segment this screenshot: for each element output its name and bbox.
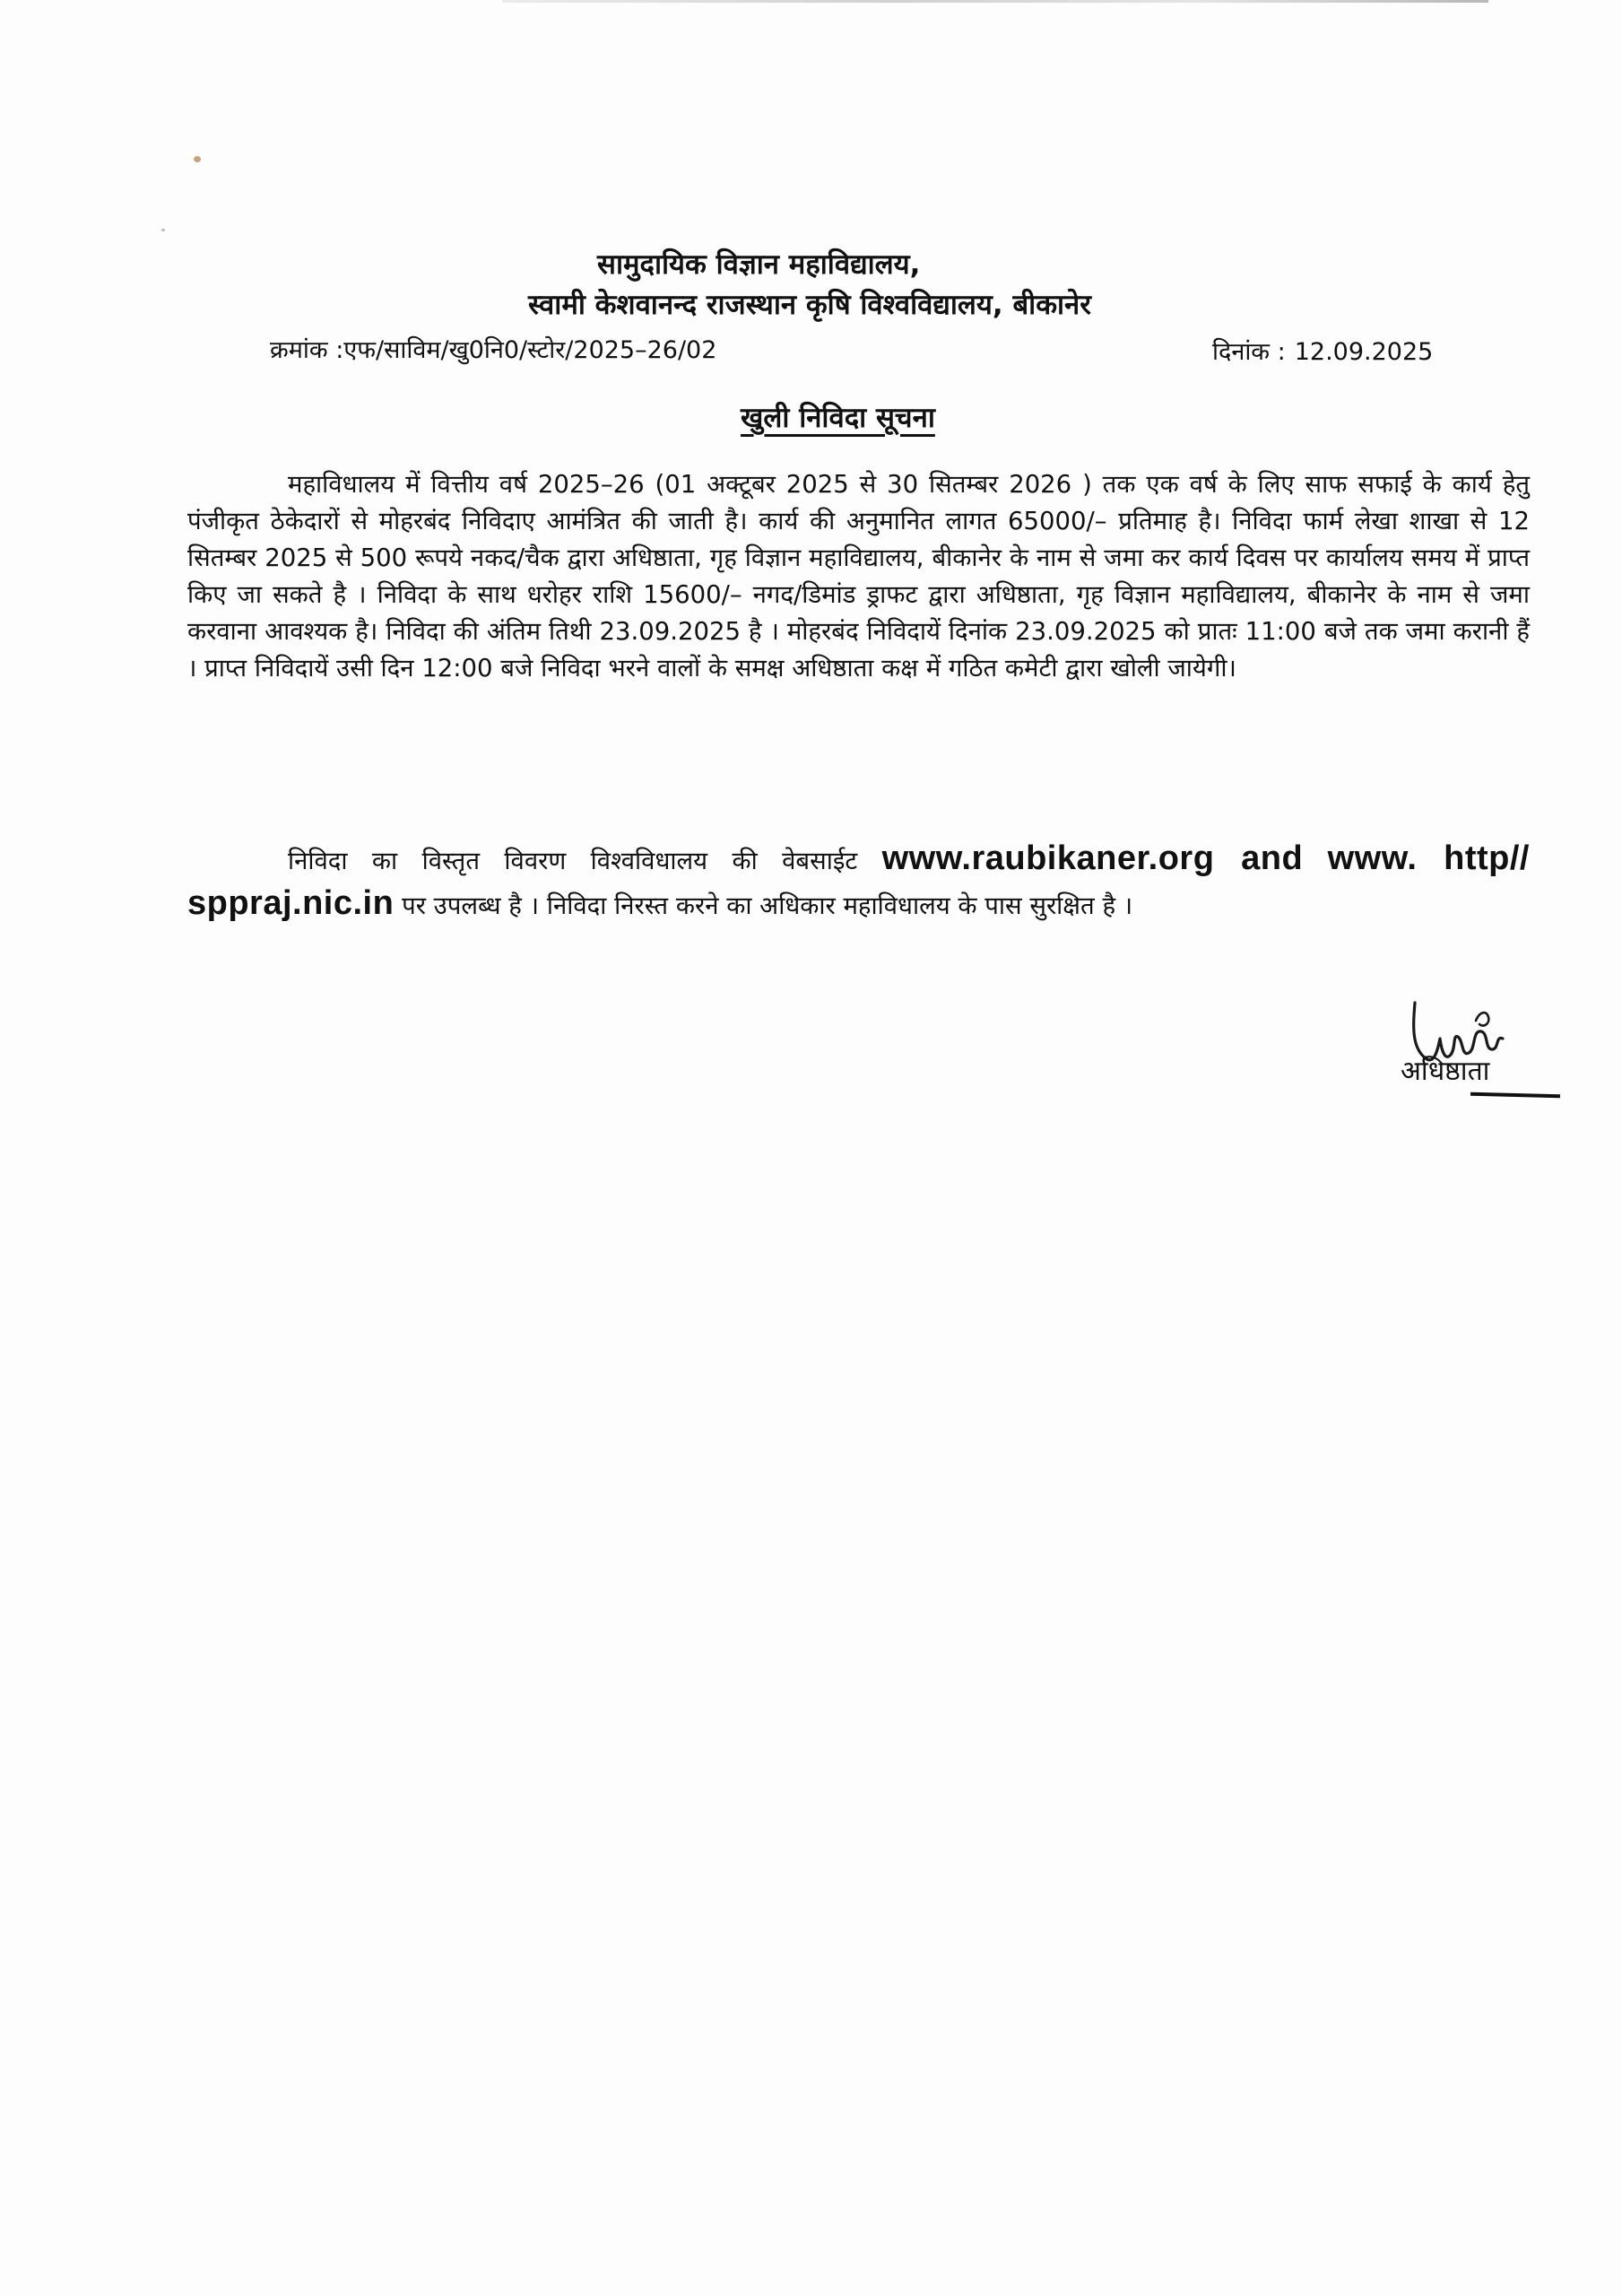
date-line: [1212, 334, 1433, 367]
notice-title: खुली निविदा सूचना: [741, 402, 935, 434]
university-name: स्वामी केशवानन्द राजस्थान कृषि विश्वविद्यालय, बीकानेर: [528, 289, 1091, 321]
website-link-raubikaner[interactable]: www.raubikaner.org and: [881, 839, 1304, 877]
scanner-edge-line: [502, 0, 1488, 3]
signatory-designation: अधिष्ठाता: [1401, 1056, 1490, 1087]
date-value: 12.09.2025: [1294, 338, 1434, 366]
paragraph-2-intro: निविदा का विस्तृत विवरण विश्वविधालय की वेबसाईट: [288, 847, 858, 875]
notice-paragraph-2: [187, 838, 1530, 927]
date-label: दिनांक :: [1212, 338, 1286, 366]
reference-number: क्रमांक :एफ/साविम/खु0नि0/स्टोर/2025–26/02: [270, 336, 717, 364]
website-link-sppraj[interactable]: www. http// sppraj.nic.in: [187, 839, 1530, 922]
paragraph-2-rest: पर उपलब्ध है । निविदा निरस्त करने का अधिकार महाविधालय के पास सुरक्षित है ।: [402, 891, 1133, 920]
scan-speck: [161, 229, 165, 231]
scan-speck: [194, 156, 201, 162]
notice-paragraph-1: महाविधालय में वित्तीय वर्ष 2025–26 (01 अक्टूबर 2025 से 30 सितम्बर 2026 ) तक एक वर्ष के लिए साफ सफाई के कार्य हेतु पंजीकृत ठेकेदारों से मोहरबंद निविदाए आमंत्रित की जाती है। कार्य की अनुमानित लागत 65000/– प्रतिमाह है। निविदा फार्म लेखा शाखा से 12 सितम्बर 2025 से 500 रूपये नकद/चैक द्वारा अधिष्ठाता, गृह विज्ञान महाविद्यालय, बीकानेर के नाम से जमा कर कार्य दिवस पर कार्यालय समय में प्राप्त किए जा सकते है । निविदा के साथ धरोहर राशि 15600/– नगद/डिमांड ड्राफट द्वारा अधिष्ठाता, गृह विज्ञान महाविद्यालय, बीकानेर के नाम से जमा करवाना आवश्यक है। निविदा की अंतिम तिथी 23.09.2025 है । मोहरबंद निविदायें दिनांक 23.09.2025 को प्रातः 11:00 बजे तक जमा करानी हैं । प्राप्त निविदायें उसी दिन 12:00 बजे निविदा भरने वालों के समक्ष अधिष्ठाता कक्ष में गठित कमेटी द्वारा खोली जायेगी।: [187, 470, 1530, 683]
college-name: सामुदायिक विज्ञान महाविद्यालय,: [597, 248, 921, 281]
